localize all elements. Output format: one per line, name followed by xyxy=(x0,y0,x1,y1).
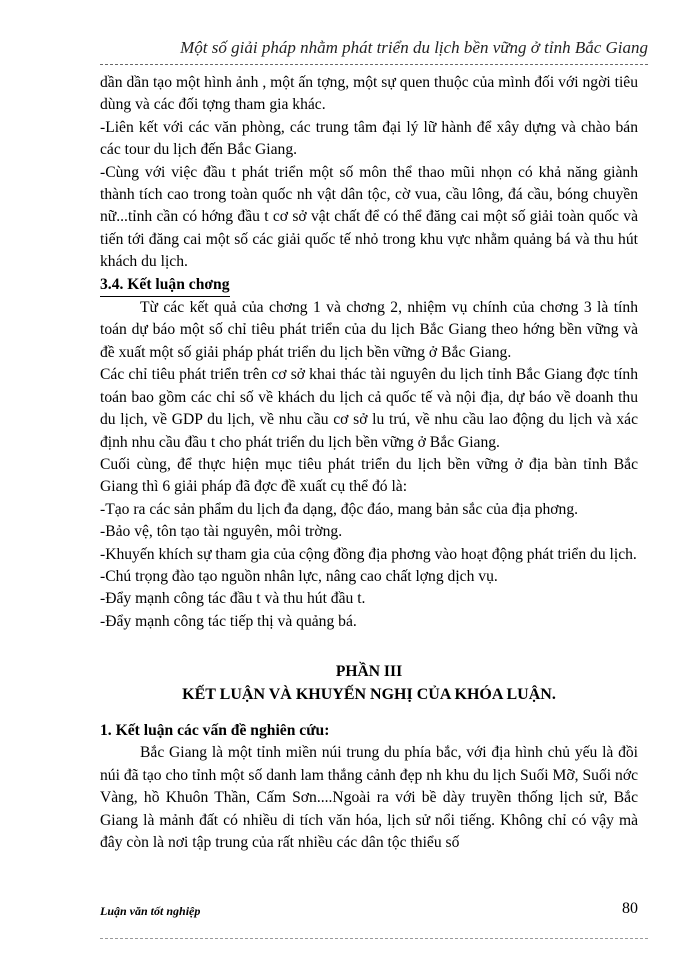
list-item: -Chú trọng đào tạo nguồn nhân lực, nâng cao chất lợng dịch vụ. xyxy=(100,567,498,585)
paragraph: Cuối cùng, để thực hiện mục tiêu phát triển du lịch bền vững ở địa bàn tỉnh Bắc Giang thì 6 giải pháp đã đợc đề xuất cụ thể đó là: xyxy=(100,455,638,496)
footer-label: Luận văn tốt nghiệp xyxy=(100,904,201,918)
running-header: Một số giải pháp nhằm phát triển du lịch bền vững ở tỉnh Bắc Giang xyxy=(180,38,648,57)
paragraph: Từ các kết quả của chơng 1 và chơng 2, nhiệm vụ chính của chơng 3 là tính toán dự báo một số chỉ tiêu phát triển của du lịch Bắc Giang theo hớng bền vững và đề xuất một số giải pháp phát triển du lịch bền vững ở Bắc Giang. xyxy=(100,299,638,361)
list-item: -Tạo ra các sản phẩm du lịch đa dạng, độc đáo, mang bản sắc của địa phơng. xyxy=(100,500,579,518)
list-item: -Đẩy mạnh công tác tiếp thị và quảng bá. xyxy=(100,612,357,630)
section-heading-1: 1. Kết luận các vấn đề nghiên cứu: xyxy=(100,721,330,739)
header-divider xyxy=(100,64,648,65)
part-title: PHẦN III xyxy=(335,663,403,681)
page-number: 80 xyxy=(622,900,638,917)
list-item: -Bảo vệ, tôn tạo tài nguyên, môi trờng. xyxy=(100,523,343,541)
body-text xyxy=(100,72,638,854)
page-footer xyxy=(100,900,638,928)
list-item: -Khuyến khích sự tham gia của cộng đồng địa phơng vào hoạt động phát triển du lịch. xyxy=(100,545,637,563)
paragraph: -Liên kết với các văn phòng, các trung tâm đại lý lữ hành để xây dựng và chào bán các tour du lịch đến Bắc Giang. xyxy=(100,118,638,159)
list-item: -Đẩy mạnh công tác đầu t và thu hút đầu t. xyxy=(100,590,366,608)
paragraph: Bắc Giang là một tỉnh miền núi trung du phía bắc, với địa hình chủ yếu là đồi núi đã tạo cho tỉnh một số danh lam thắng cảnh đẹp nh khu du lịch Suối Mỡ, Suối nớc Vàng, hồ Khuôn Thần, Cấm Sơn....Ngoài ra với bề dày truyền thống lịch sử, Bắc Giang là mảnh đất có nhiều di tích văn hóa, lịch sử nổi tiếng. Không chỉ có vậy mà đây còn là nơi tập trung của rất nhiều các dân tộc thiểu số xyxy=(100,744,638,851)
paragraph: -Cùng với việc đầu t phát triển một số môn thể thao mũi nhọn có khả năng giành thành tích cao trong toàn quốc nh vật dân tộc, cờ vua, cầu lông, đá cầu, bóng chuyền nữ...tỉnh cần có hớng đầu t cơ sở vật chất để có thể đăng cai một số giải toàn quốc và tiến tới đăng cai một số các giải quốc tế nhỏ trong khu vực nhằm quảng bá và thu hút khách du lịch. xyxy=(100,163,638,271)
part-subtitle: KẾT LUẬN VÀ KHUYẾN NGHỊ CỦA KHÓA LUẬN. xyxy=(182,685,556,703)
section-heading-3-4: 3.4. Kết luận chơng xyxy=(100,274,230,297)
footer-divider xyxy=(100,938,648,939)
paragraph: dần dần tạo một hình ảnh , một ấn tợng, một sự quen thuộc của mình đối với ngời tiêu dùng và các đối tợng tham gia khác. xyxy=(100,74,638,114)
paragraph: Các chỉ tiêu phát triển trên cơ sở khai thác tài nguyên du lịch tỉnh Bắc Giang đợc tính toán bao gồm các chỉ số về khách du lịch cả quốc tế và nội địa, dự báo về doanh thu du lịch, về GDP du lịch, về nhu cầu cơ sở lu trú, về nhu cầu lao động du lịch và xác định nhu cầu đầu t cho phát triển du lịch bền vững ở Bắc Giang. xyxy=(100,366,638,451)
